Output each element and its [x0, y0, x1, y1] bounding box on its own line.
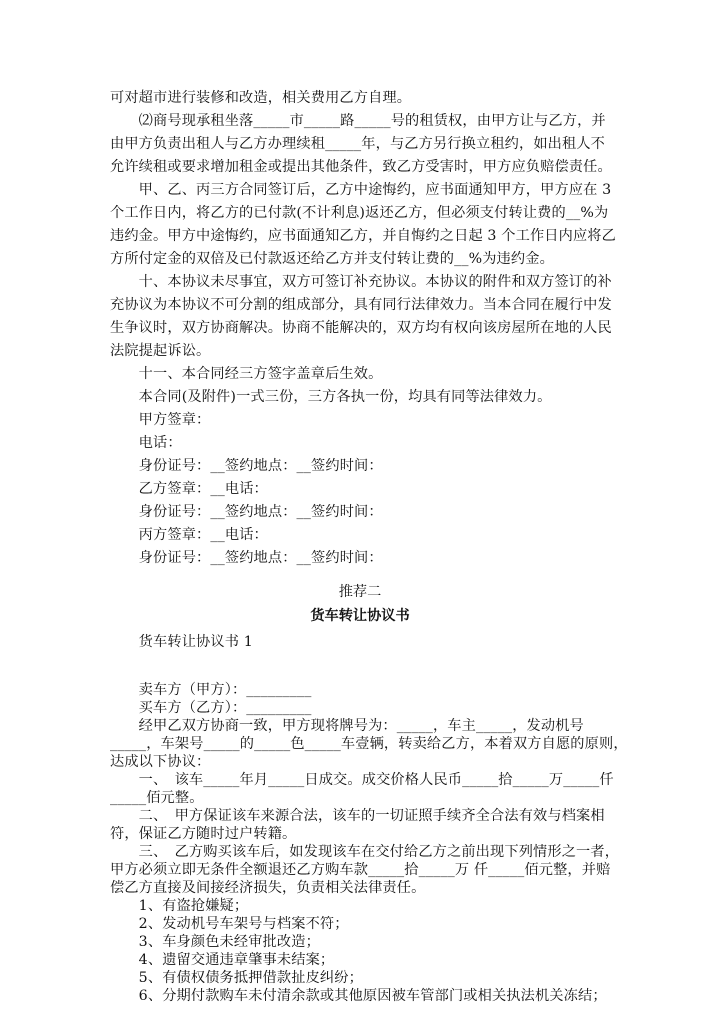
- text-line: 经甲乙双方协商一致，甲方现将牌号为：_____，车主_____，发动机号: [110, 718, 584, 734]
- list-item: 6、分期付款购车未付清余款或其他原因被车管部门或相关执法机关冻结；: [110, 988, 607, 1004]
- document-title: 货车转让协议书: [310, 608, 410, 624]
- signature-field-line: 乙方签章：__电话：: [110, 481, 268, 497]
- seller-field: 卖车方（甲方）：_________: [110, 682, 312, 698]
- list-item: 3、车身颜色未经审批改造；: [110, 934, 320, 950]
- clause-line: 甲方必须立即无条件全额退还乙方购车款_____拾_____万 仟_____佰元整，并赔: [110, 862, 611, 878]
- text-line: 本合同(及附件)一式三份，三方各执一份，均具有同等法律效力。: [110, 389, 552, 405]
- text-line: 充协议为本协议不可分割的组成部分，具有同行法律效力。当本合同在履行中发: [110, 297, 612, 313]
- text-line: 可对超市进行装修和改造，相关费用乙方自理。: [110, 90, 412, 106]
- clause-line: 符，保证乙方随时过户转籍。: [110, 826, 297, 842]
- list-item: 4、遗留交通违章肇事未结案；: [110, 952, 335, 968]
- text-line: 甲、乙、丙三方合同签订后，乙方中途悔约，应书面通知甲方，甲方应在 3: [110, 182, 612, 198]
- text-line: 达成以下协议：: [110, 754, 211, 770]
- clause-line: 二、 甲方保证该车来源合法，该车的一切证照手续齐全合法有效与档案相: [110, 808, 605, 824]
- section-subtitle: 推荐二: [338, 584, 382, 600]
- text-line: ⑵商号现承租坐落_____市_____路_____号的租赁权，由甲方让与乙方，并: [110, 113, 606, 129]
- signature-field-line: 身份证号：__签约地点：__签约时间：: [110, 458, 383, 474]
- signature-label: 甲方签章：: [110, 412, 211, 428]
- text-line: 方所付定金的双倍及已付款返还给乙方并支付转让费的__%为违约金。: [110, 251, 554, 267]
- text-line: _____，车架号_____的_____色_____车壹辆，转卖给乙方，本着双方自愿的原则，: [110, 736, 628, 752]
- signature-field-line: 身份证号：__签约地点：__签约时间：: [110, 504, 383, 520]
- agreement-name: 货车转让协议书 1: [110, 634, 253, 650]
- text-line: 违约金。甲方中途悔约，应书面通知乙方，并自悔约之日起 3 个工作日内应将乙: [110, 228, 616, 244]
- list-item: 1、有盗抢嫌疑；: [110, 898, 249, 914]
- text-line: 允许续租或要求增加租金或提出其他条件，致乙方受害时，甲方应负赔偿责任。: [110, 159, 612, 175]
- clause-line: 三、 乙方购买该车后，如发现该车在交付给乙方之前出现下列情形之一者，: [110, 844, 620, 860]
- text-line: 法院提起诉讼。: [110, 343, 211, 359]
- signature-field-line: 身份证号：__签约地点：__签约时间：: [110, 550, 383, 566]
- list-item: 2、发动机号车架号与档案不符；: [110, 916, 349, 932]
- list-item: 5、有债权债务抵押借款扯皮纠纷；: [110, 970, 363, 986]
- text-line: 生争议时，双方协商解决。协商不能解决的，双方均有权向该房屋所在地的人民: [110, 320, 612, 336]
- signature-field-line: 丙方签章：__电话：: [110, 527, 268, 543]
- clause-line: 偿乙方直接及间接经济损失，负责相关法律责任。: [110, 880, 426, 896]
- buyer-field: 买车方（乙方）：_________: [110, 700, 312, 716]
- text-line: 十、本协议未尽事宜，双方可签订补充协议。本协议的附件和双方签订的补: [110, 274, 612, 290]
- text-line: 个工作日内，将乙方的已付款(不计利息)返还乙方，但必须支付转让费的__%为: [110, 205, 609, 221]
- clause-line: _____佰元整。: [110, 790, 204, 806]
- text-line: 十一、本合同经三方签字盖章后生效。: [110, 366, 383, 382]
- text-line: 由甲方负责出租人与乙方办理续租_____年，与乙方另行换立租约，如出租人不: [110, 136, 606, 152]
- phone-label: 电话：: [110, 435, 182, 451]
- clause-line: 一、 该车_____年月_____日成交。成交价格人民币_____拾_____万_____仟: [110, 772, 614, 788]
